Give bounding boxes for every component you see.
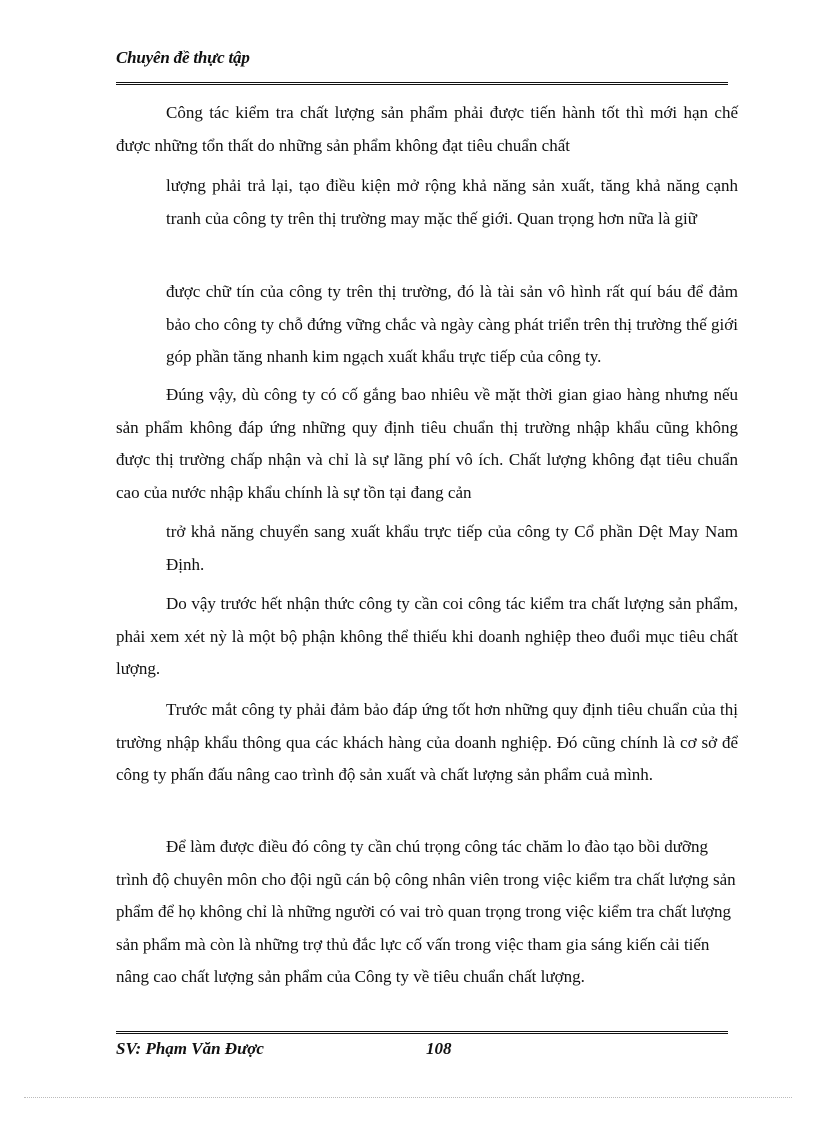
paragraph-3: được chữ tín của công ty trên thị trường, đó là tài sản vô hình rất quí báu để đảm bảo cho công ty chỗ đứng vững chắc và ngày càng phát triển trên thị trường thế giới góp phần tăng nhanh kim ngạch xuất khẩu trực tiếp của công ty. <box>166 282 738 366</box>
footer-rule <box>116 1031 728 1034</box>
paragraph-8: Để làm được điều đó công ty cần chú trọng công tác chăm lo đào tạo bồi dưỡng trình độ chuyên môn cho đội ngũ cán bộ công nhân viên trong việc kiểm tra chất lượng sản phẩm để họ không chỉ là những người có vai trò quan trọng trong việc kiểm tra chất lượng sản phẩm mà còn là những trợ thủ đắc lực cố vấn trong việc tham gia sáng kiến cải tiến nâng cao chất lượng sản phẩm của Công ty về tiêu chuẩn chất lượng. <box>116 837 736 986</box>
paragraph-6: Do vậy trước hết nhận thức công ty cần coi công tác kiểm tra chất lượng sản phẩm, phải xem xét nỳ là một bộ phận không thể thiếu khi doanh nghiệp theo đuổi mục tiêu chất lượng. <box>116 594 738 678</box>
paragraph-2: lượng phải trả lại, tạo điều kiện mở rộng khả năng sản xuất, tăng khả năng cạnh tranh của công ty trên thị trường may mặc thế giới. Quan trọng hơn nữa là giữ <box>166 176 738 228</box>
paragraph-4: Đúng vậy, dù công ty có cố gắng bao nhiêu về mặt thời gian giao hàng nhưng nếu sản phẩm không đáp ứng những quy định tiêu chuẩn thị trường nhập khẩu cũng không được thị trường chấp nhận và chỉ là sự lãng phí vô ích. Chất lượng không đạt tiêu chuẩn cao của nước nhập khẩu chính là sự tồn tại đang cản <box>116 385 738 502</box>
footer-author: SV: Phạm Văn Được <box>116 1039 264 1058</box>
paragraph-5: trở khả năng chuyển sang xuất khẩu trực tiếp của công ty Cổ phần Dệt May Nam Định. <box>166 522 738 574</box>
footer-page-number: 108 <box>426 1039 452 1058</box>
paragraph-1: Công tác kiểm tra chất lượng sản phẩm phải được tiến hành tốt thì mới hạn chế được những tổn thất do những sản phẩm không đạt tiêu chuẩn chất <box>116 103 738 155</box>
header-rule <box>116 82 728 85</box>
page-bottom-edge <box>24 1097 792 1098</box>
page-header-title: Chuyên đề thực tập <box>116 48 250 67</box>
paragraph-7: Trước mắt công ty phải đảm bảo đáp ứng tốt hơn những quy định tiêu chuẩn của thị trường nhập khẩu thông qua các khách hàng của doanh nghiệp. Đó cũng chính là cơ sở để công ty phấn đấu nâng cao trình độ sản xuất và chất lượng sản phẩm cuả mình. <box>116 700 738 784</box>
